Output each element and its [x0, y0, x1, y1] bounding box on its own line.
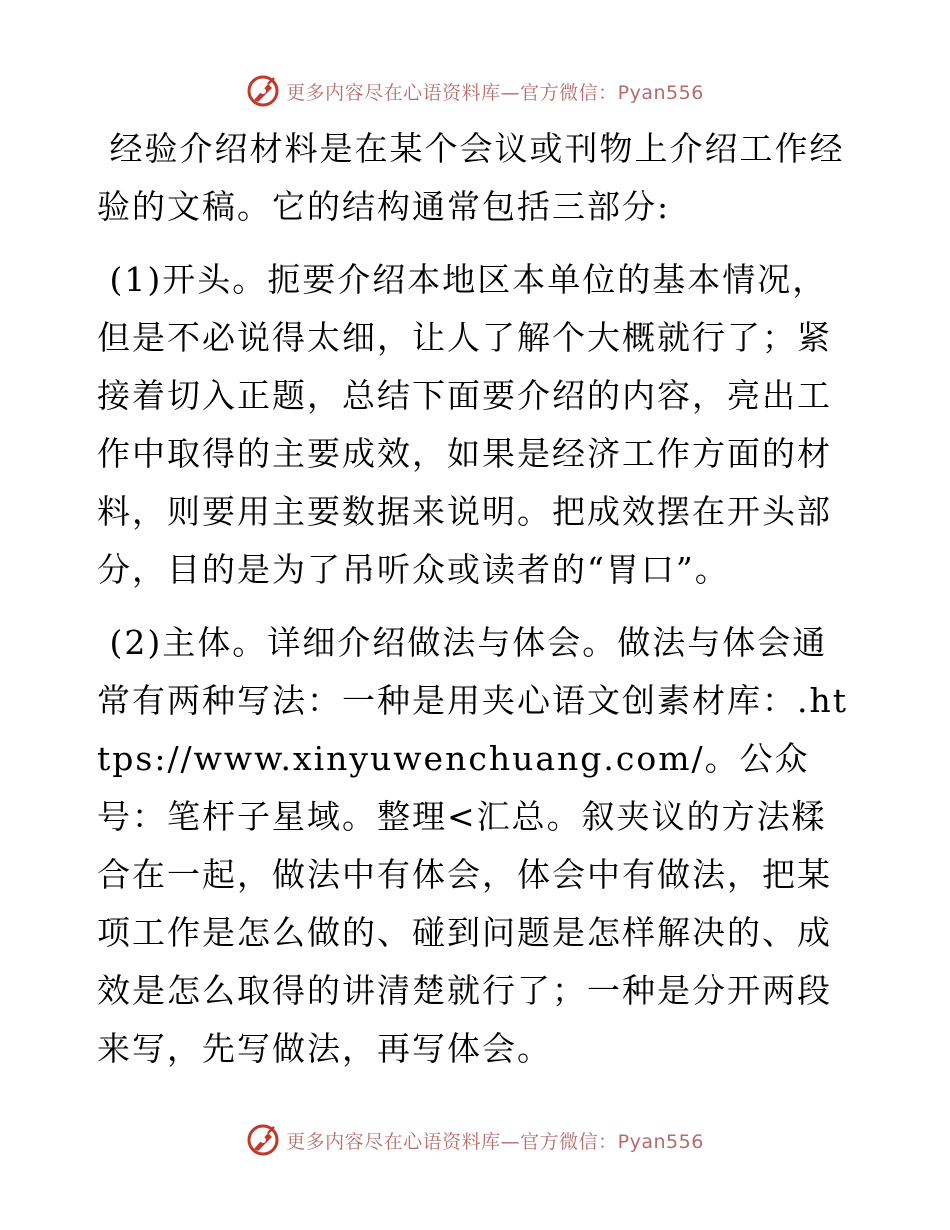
paragraph-body: (2)主体。详细介绍做法与体会。做法与体会通常有两种写法：一种是用夹心语文创素材库：.https://www.xinyuwenchuang.com/。公众号：笔杆子星域。整理<汇总。叙夹议的方法糅合在一起，做法中有体会，体会中有做法，把某项工作是怎么做的、碰到问题是怎样解决的、成效是怎么取得的讲清楚就行了；一种是分开两段来写，先写做法，再写体会。: [97, 623, 849, 1068]
paragraph-intro: 经验介绍材料是在某个会议或刊物上介绍工作经验的文稿。它的结构通常包括三部分:: [97, 129, 845, 226]
paragraph-opening: (1)开头。扼要介绍本地区本单位的基本情况，但是不必说得太细，让人了解个大概就行了；紧接着切入正题，总结下面要介绍的内容，亮出工作中取得的主要成效，如果是经济工作方面的材料，则要用主要数据来说明。把成效摆在开头部分，目的是为了吊听众或读者的“胃口”。: [97, 260, 832, 589]
footer-banner-text: 更多内容尽在心语资料库—官方微信：Pyan556: [286, 1130, 704, 1153]
header-banner: [0, 71, 950, 111]
footer-banner: [0, 1120, 950, 1160]
header-banner-text: 更多内容尽在心语资料库—官方微信：Pyan556: [286, 81, 704, 104]
quill-pen-logo-icon: [246, 74, 280, 108]
document-body: [97, 120, 857, 1093]
quill-pen-logo-icon: [246, 1123, 280, 1157]
